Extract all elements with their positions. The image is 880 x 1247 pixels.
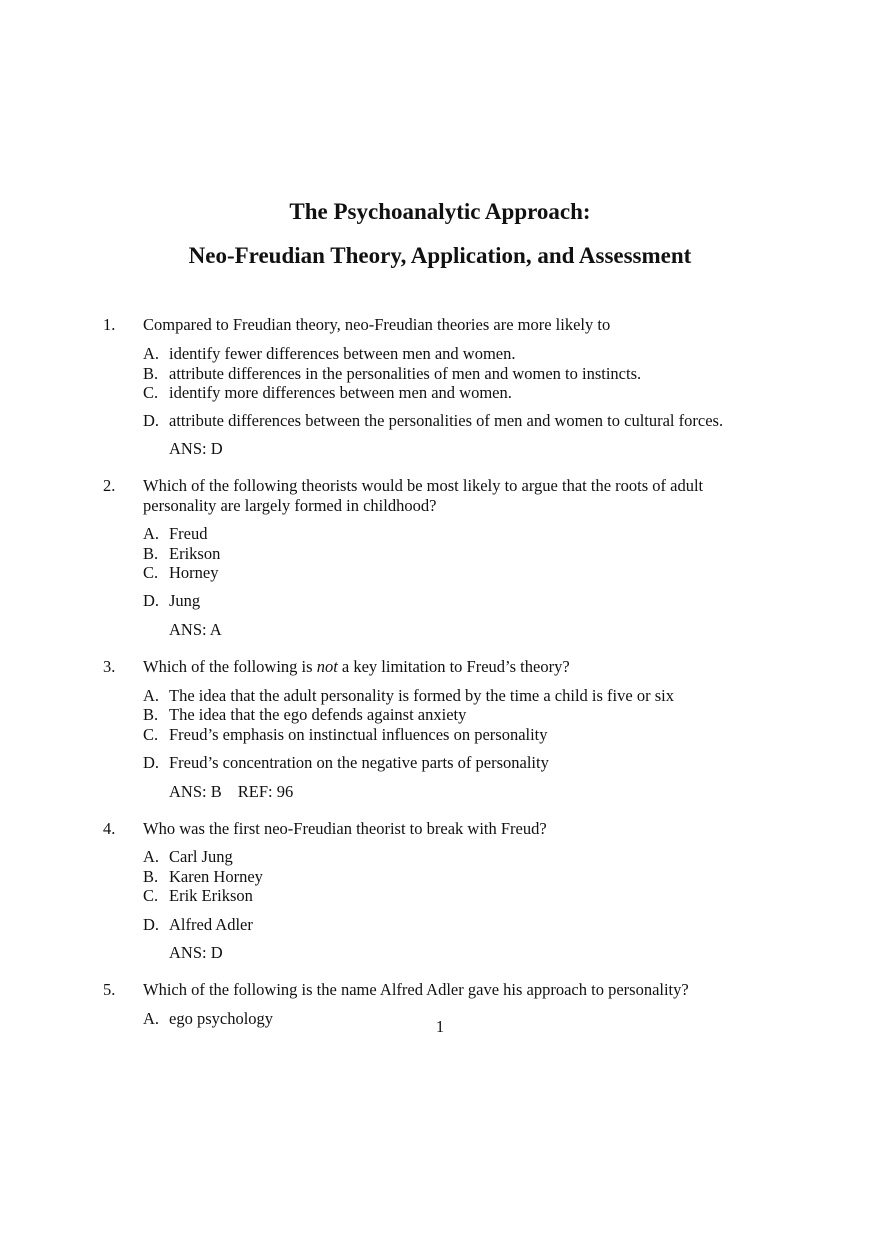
question-stem-part: Which of the following is (143, 657, 317, 676)
question-stem: Who was the first neo-Freudian theorist to break with Freud? (143, 819, 547, 838)
question-number: 4. (103, 819, 116, 838)
option-text: attribute differences in the personalities of men and women to instincts. (169, 364, 642, 383)
option-text: Alfred Adler (169, 915, 253, 934)
page-subtitle: Neo-Freudian Theory, Application, and Assessment (188, 243, 692, 268)
option-text: The idea that the ego defends against anxiety (169, 705, 467, 724)
option-letter: C. (143, 383, 159, 402)
option-c (143, 886, 253, 906)
option-text: Carl Jung (169, 847, 233, 866)
option-letter: C. (143, 886, 159, 905)
option-d (143, 591, 200, 611)
option-b (143, 705, 466, 725)
option-letter: B. (143, 544, 159, 563)
option-a (143, 344, 516, 364)
option-letter: D. (143, 591, 160, 610)
option-text: Freud’s concentration on the negative parts of personality (169, 753, 549, 772)
option-letter: A. (143, 1009, 160, 1028)
answer-value: ANS: B (169, 782, 222, 801)
option-text: The idea that the adult personality is formed by the time a child is five or six (169, 686, 674, 705)
option-text: Horney (169, 563, 219, 582)
option-b (143, 364, 641, 384)
option-text: attribute differences between the personalities of men and women to cultural forces. (169, 411, 724, 430)
page-title: The Psychoanalytic Approach: (289, 199, 591, 224)
option-c (143, 563, 218, 583)
option-b (143, 867, 263, 887)
reference: REF: 96 (237, 782, 294, 801)
answer-key: ANS: D (169, 439, 223, 458)
question-stem: Compared to Freudian theory, neo-Freudian theories are more likely to (143, 315, 611, 334)
option-letter: A. (143, 524, 160, 543)
option-c (143, 725, 548, 745)
option-c (143, 383, 512, 403)
question-stem: Which of the following is the name Alfred Adler gave his approach to personality? (143, 980, 689, 999)
option-a (143, 686, 674, 706)
option-a (143, 524, 208, 544)
option-letter: D. (143, 753, 160, 772)
option-text: Karen Horney (169, 867, 263, 886)
option-letter: C. (143, 725, 159, 744)
option-text: identify more differences between men and women. (169, 383, 512, 402)
option-letter: A. (143, 344, 160, 363)
option-text: Erikson (169, 544, 221, 563)
question-stem: Which of the following theorists would be most likely to argue that the roots of adult personality are largely formed in childhood? (143, 476, 704, 515)
question-stem-emphasis: not (316, 657, 338, 676)
option-b (143, 544, 220, 564)
option-text: identify fewer differences between men and women. (169, 344, 516, 363)
option-d (143, 915, 253, 935)
option-letter: A. (143, 847, 160, 866)
question-number: 2. (103, 476, 116, 495)
answer-key: ANS: D (169, 943, 223, 962)
question-stem (143, 657, 743, 677)
question-number: 5. (103, 980, 116, 999)
answer-key: ANS: A (169, 620, 222, 639)
option-text: Erik Erikson (169, 886, 253, 905)
page-number: 1 (435, 1017, 445, 1036)
option-letter: D. (143, 915, 160, 934)
option-text: ego psychology (169, 1009, 274, 1028)
option-letter: D. (143, 411, 160, 430)
answer-key (169, 782, 293, 802)
question-number: 1. (103, 315, 116, 334)
option-letter: A. (143, 686, 160, 705)
option-text: Freud’s emphasis on instinctual influences on personality (169, 725, 548, 744)
option-letter: B. (143, 705, 159, 724)
option-letter: C. (143, 563, 159, 582)
option-d (143, 411, 723, 431)
option-text: Jung (169, 591, 201, 610)
option-d (143, 753, 549, 773)
option-a (143, 847, 233, 867)
option-letter: B. (143, 867, 159, 886)
option-letter: B. (143, 364, 159, 383)
question-stem-part: a key limitation to Freud’s theory? (337, 657, 570, 676)
question-number: 3. (103, 657, 116, 676)
option-text: Freud (169, 524, 208, 543)
